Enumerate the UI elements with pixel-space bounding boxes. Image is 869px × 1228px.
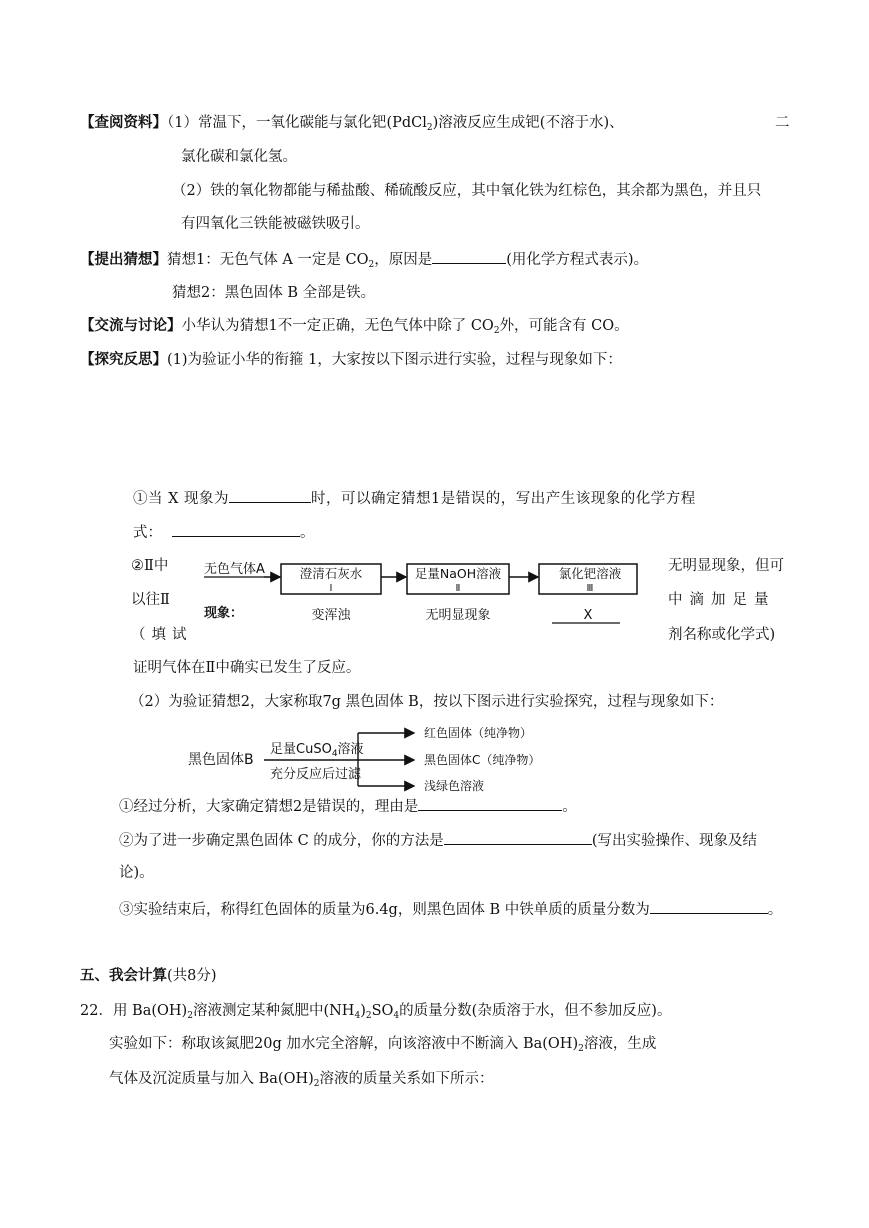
p2-q1: ①经过分析，大家确定猜想2是错误的，理由是 。 — [119, 795, 577, 817]
flow1-box3-label: 氯化钯溶液 — [558, 566, 622, 581]
flow-diagram-2 — [186, 718, 566, 802]
hypothesis-line-1: 【提出猜想】猜想1：无色气体 A 一定是 $CO_2$，原因是 (用化学方程式表示)。 — [80, 248, 648, 270]
flow1-box3-num: Ⅲ — [586, 583, 594, 594]
answer-blank-x-phenomenon[interactable] — [229, 487, 311, 503]
flow1-start: 无色气体A — [204, 562, 265, 577]
q2-right-3: 剂名称或化学式) — [668, 627, 776, 643]
flow1-box2-num: Ⅱ — [455, 583, 461, 594]
review-item2-line2: 有四氧化三铁能被磁铁吸引。 — [181, 216, 370, 232]
flow2-output-2: 黑色固体C（纯净物） — [424, 753, 541, 767]
q1-line-2: 式： 。 — [133, 521, 315, 543]
review-item1-text: （1）常温下，一氧化碳能与氯化钯(PdCl — [167, 115, 427, 131]
q2-left-1: ②Ⅱ中 — [131, 558, 169, 574]
q2-right-2: 中滴加足量 — [668, 592, 776, 608]
q2-line-4: 证明气体在Ⅱ中确实已发生了反应。 — [133, 660, 361, 676]
flow1-phenomenon-3: X — [583, 608, 593, 623]
reflection-heading: 【探究反思】 — [80, 351, 167, 368]
flow-diagram-1 — [196, 553, 656, 631]
flow2-reagent: 足量CuSO$_4$溶液 — [270, 742, 364, 759]
review-heading: 【查阅资料】 — [80, 114, 167, 131]
review-item1-line2: 氯化碳和氯化氢。 — [181, 149, 297, 165]
q2-left-3: （填试 — [131, 627, 193, 643]
p2-q2: ②为了进一步确定黑色固体 C 的成分，你的方法是 (写出实验操作、现象及结 — [119, 829, 757, 851]
discussion-heading: 【交流与讨论】 — [80, 317, 182, 334]
q2-left-2: 以往Ⅱ — [131, 592, 170, 608]
part2-intro: （2）为验证猜想2，大家称取7g 黑色固体 B，按以下图示进行实验探究，过程与现象如下： — [130, 694, 724, 710]
q22-line: 22．用 $Ba(OH)_2$溶液测定某种氮肥中$(NH_4)_2SO_4$的质量分数(杂质溶于水，但不参加反应)。 — [80, 1003, 672, 1021]
p2-q2-cont: 论)。 — [119, 865, 154, 881]
answer-blank-equation[interactable] — [432, 248, 506, 264]
hypothesis-line-2: 猜想2：黑色固体 B 全部是铁。 — [172, 285, 376, 301]
flow1-box2-label: 足量NaOH溶液 — [414, 566, 502, 581]
q1-line-1: ①当 X 现象为 时，可以确定猜想1是错误的，写出产生该现象的化学方程 — [133, 487, 696, 509]
answer-blank-method[interactable] — [444, 829, 592, 845]
answer-blank-q1-equation[interactable] — [172, 521, 300, 537]
p2-q3: ③实验结束后，称得红色固体的质量为6.4g，则黑色固体 B 中铁单质的质量分数为 。 — [119, 898, 782, 920]
review-item1-right: 二 — [775, 115, 790, 131]
q2-right-1: 无明显现象，但可 — [668, 558, 784, 574]
hypothesis-heading: 【提出猜想】 — [80, 251, 167, 268]
flow1-phenomenon-2: 无明显现象 — [425, 608, 491, 623]
flow2-output-3: 浅绿色溶液 — [424, 779, 485, 793]
flow1-box1-label: 澄清石灰水 — [299, 566, 363, 581]
flow1-box1-num: Ⅰ — [329, 583, 333, 594]
relation-line: 气体及沉淀质量与加入 $Ba(OH)_2$溶液的质量关系如下所示： — [109, 1071, 494, 1089]
flow2-condition: 充分反应后过滤 — [270, 767, 362, 782]
flow1-phenomenon-1: 变浑浊 — [311, 608, 351, 623]
flow2-output-1: 红色固体（纯净物） — [424, 726, 533, 740]
section5-title: 五、我会计算(共8分) — [80, 967, 217, 984]
review-item1-tail: )溶液反应生成钯(不溶于水)、 — [432, 115, 624, 131]
reflection-line: 【探究反思】(1)为验证小华的衔箍 1，大家按以下图示进行实验，过程与现象如下： — [80, 351, 622, 368]
flow1-phenomenon-label: 现象： — [204, 606, 244, 621]
review-item2-line1: （2）铁的氧化物都能与稀盐酸、稀硫酸反应，其中氧化铁为红棕色，其余都为黑色，并且只 — [172, 183, 762, 199]
answer-blank-mass-fraction[interactable] — [650, 898, 768, 914]
review-line-1: 【查阅资料】（1）常温下，一氧化碳能与氯化钯(PdCl$_2$)溶液反应生成钯(不溶于水)、 — [80, 114, 624, 133]
experiment-line: 实验如下：称取该氮肥20g 加水完全溶解，向该溶液中不断滴入 $Ba(OH)_2$溶液，生成 — [109, 1036, 657, 1054]
answer-blank-reason[interactable] — [418, 795, 562, 811]
flow2-start: 黑色固体B — [188, 752, 254, 768]
discussion-line: 【交流与讨论】小华认为猜想1不一定正确，无色气体中除了 $CO_2$外，可能含有 CO。 — [80, 317, 629, 336]
